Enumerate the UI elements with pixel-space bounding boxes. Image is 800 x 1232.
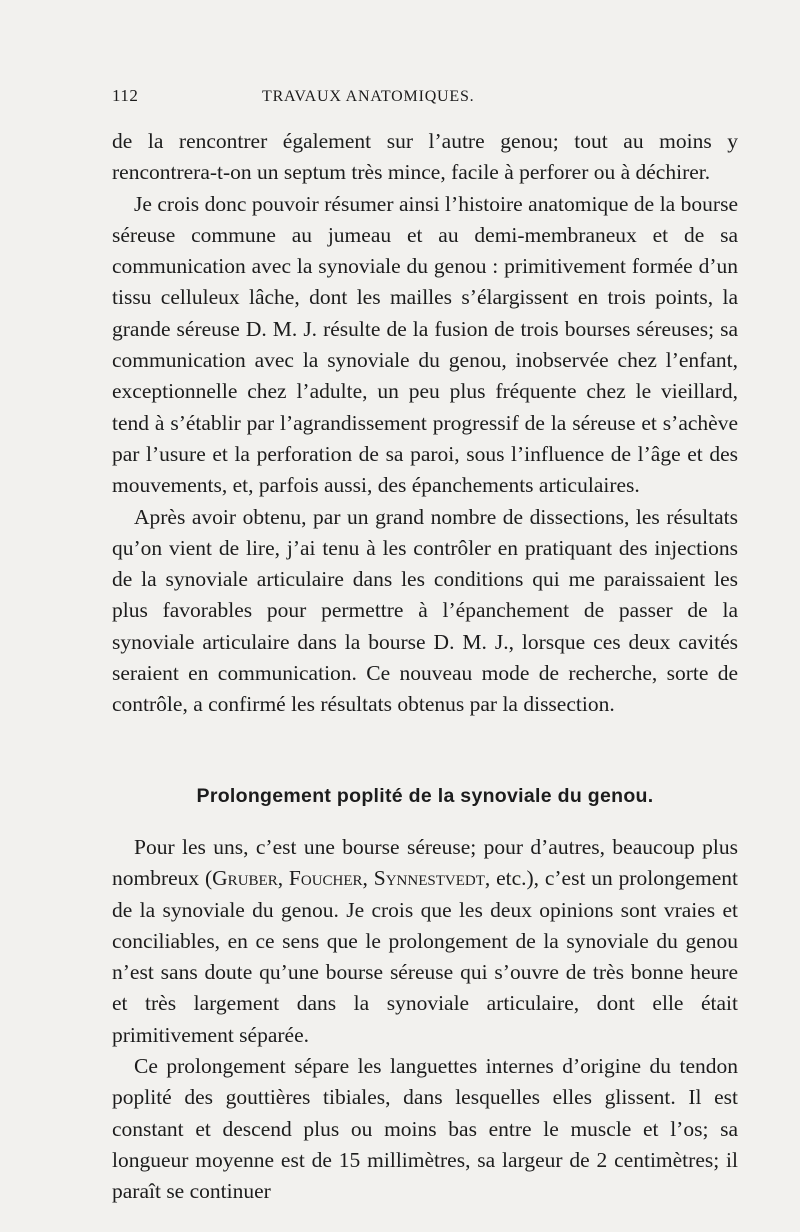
author-name: Foucher (288, 866, 363, 891)
body-text (112, 126, 738, 1208)
text-segment: , etc.), c’est un prolongement de la synoviale du genou. Je crois que les deux opinions sont vraies et conciliables, en ce sens que le prolongement de la synoviale du genou n’est sans doute qu’une bourse séreuse qui s’ouvre de très bonne heure et très largement dans la synoviale articulaire, dont elle était primitivement séparée. (112, 866, 738, 1047)
paragraph-injections: Après avoir obtenu, par un grand nombre de dissections, les résultats qu’on vient de lire, j’ai tenu à les contrôler en pratiquant des injections de la synoviale articulaire dans les conditions qui me paraissaient les plus favorables pour permettre à l’épanchement de passer de la synoviale articulaire dans la bourse D. M. J., lorsque ces deux cavités seraient en communication. Ce nouveau mode de recherche, sorte de contrôle, a confirmé les résultats obtenus par la dissection. (112, 504, 738, 717)
text-segment: , (362, 866, 374, 891)
author-name: Synnestvedt (373, 866, 485, 891)
paragraph-opinions (112, 832, 738, 1051)
text-segment: Pour les uns, c’est une bourse séreuse; pour d’autres, beaucoup plus nombreux ( (112, 834, 738, 891)
running-title: TRAVAUX ANATOMIQUES. (262, 88, 475, 105)
author-name: Gruber (212, 866, 278, 891)
paragraph-summary: Je crois donc pouvoir résumer ainsi l’histoire anatomique de la bourse séreuse commune au jumeau et au demi-membraneux et de sa communication avec la synoviale du genou : primitivement formée d’un tissu celluleux lâche, dont les mailles s’élargissent en trois points, la grande séreuse D. M. J. résulte de la fusion de trois bourses séreuses; sa communication avec la synoviale du genou, inobservée chez l’enfant, exceptionnelle chez l’adulte, un peu plus fréquente chez le vieillard, tend à s’établir par l’agrandissement progressif de la séreuse et s’achève par l’usure et la perforation de sa paroi, sous l’influence de l’âge et des mouvements, et, parfois aussi, des épanchements articulaires. (112, 191, 738, 498)
page-number: 112 (112, 86, 139, 105)
text-segment: , (277, 866, 289, 891)
paragraph-continuation: de la rencontrer également sur l’autre genou; tout au moins y rencontrera-t-on un septum très mince, facile à perforer ou à déchirer. (112, 129, 738, 185)
running-header (112, 86, 738, 118)
section-heading: Prolongement poplité de la synoviale du genou. (196, 784, 654, 807)
paragraph-description: Ce prolongement sépare les languettes internes d’origine du tendon poplité des gouttières tibiales, dans lesquelles elles glissent. Il est constant et descend plus ou moins bas entre le muscle et l’os; sa longueur moyenne est de 15 millimètres, sa largeur de 2 centimètres; il paraît se continuer (112, 1054, 738, 1204)
